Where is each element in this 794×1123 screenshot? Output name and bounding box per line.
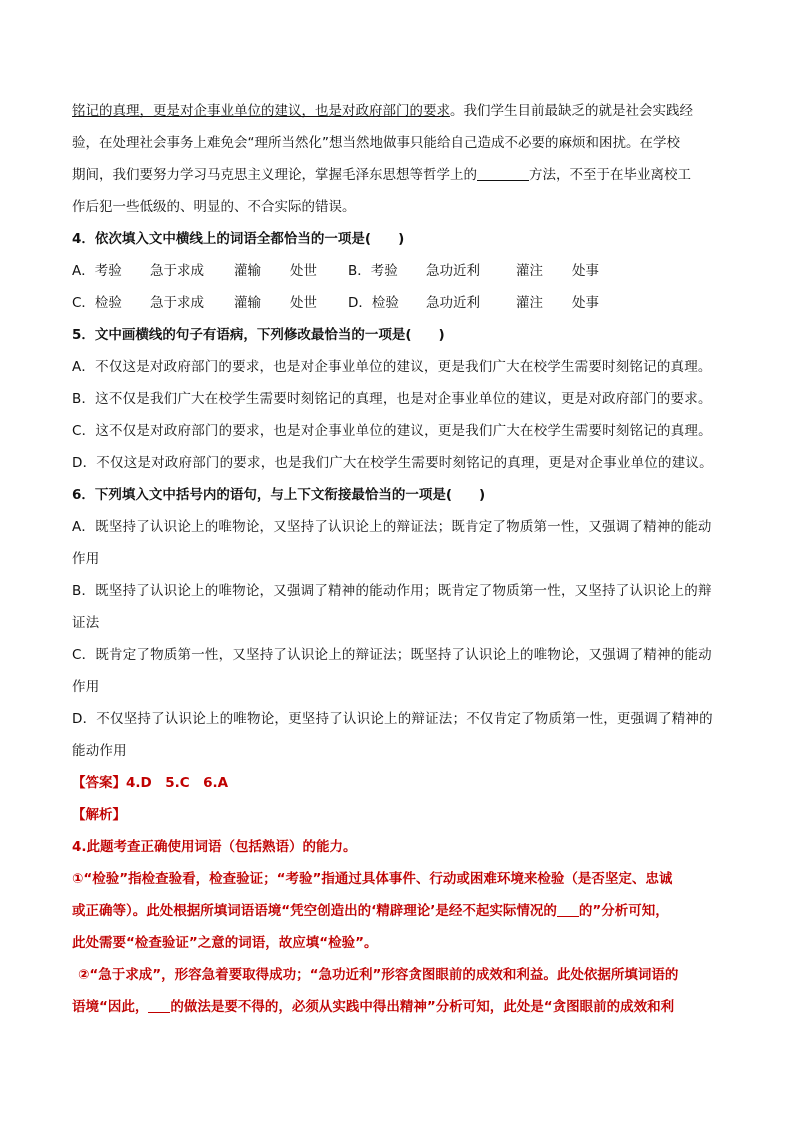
option-b-word2: 急功近利: [426, 263, 480, 279]
analysis-p3-line1: ②“急于求成”，形容急着要取得成功；“急功近利”形容贪图眼前的成效和利益。此处依据所填词语的: [78, 967, 679, 983]
answer-line: [72, 767, 724, 799]
question-6-option-b-line2: 证法: [72, 615, 100, 631]
answer-text: 4.D 5.C 6.A: [126, 775, 229, 791]
passage-line-1: 铭记的真理，更是对企事业单位的建议，也是对政府部门的要求。我们学生目前最缺乏的就是社会实践经: [72, 103, 693, 119]
analysis-p3-line2: 语境“因此， 的做法是要不得的，必须从实践中得出精神”分析可知，此处是“贪图眼前的成效和利: [72, 999, 675, 1015]
question-4-options-cd: [72, 287, 724, 319]
option-d-word3: 灌注: [516, 295, 543, 311]
question-6-option-a-line2: 作用: [72, 551, 100, 567]
question-5-option-a: A．不仅这是对政府部门的要求，也是对企事业单位的建议，更是我们广大在校学生需要时刻铭记的真理。: [72, 359, 712, 375]
option-b-word3: 灌注: [516, 263, 543, 279]
passage-line-4: 作后犯一些低级的、明显的、不合实际的错误。: [72, 199, 356, 215]
analysis-p1: 4.此题考查正确使用词语（包括熟语）的能力。: [72, 839, 357, 855]
question-6-option-c-line2: 作用: [72, 679, 100, 695]
option-a-word1: A．考验: [72, 263, 122, 279]
option-a-word3: 灌输: [234, 263, 261, 279]
question-6-option-d-line1: D．不仅坚持了认识论上的唯物论，更坚持了认识论上的辩证法；不仅肯定了物质第一性，更强调了精神的: [72, 711, 713, 727]
underlined-sentence: 铭记的真理，更是对企事业单位的建议，也是对政府部门的要求: [72, 103, 450, 119]
question-5-stem: 5．文中画横线的句子有语病，下列修改最恰当的一项是( ): [72, 327, 445, 343]
question-4-options-ab: [72, 255, 724, 287]
analysis-p2-line1: ①“检验”指检查验看，检查验证；“考验”指通过具体事件、行动或困难环境来检验（是否坚定、忠诚: [72, 871, 673, 887]
option-d-word1: D．检验: [348, 295, 399, 311]
analysis-label: 【解析】: [72, 807, 126, 823]
option-c-word4: 处世: [290, 295, 317, 311]
analysis-p2-line2: 或正确等）。此处根据所填词语语境“凭空创造出的‘精辟理论’是经不起实际情况的 的”分析可知，: [72, 903, 669, 919]
question-6-option-b-line1: B．既坚持了认识论上的唯物论，又强调了精神的能动作用；既肯定了物质第一性，又坚持了认识论上的辩: [72, 583, 712, 599]
question-6-option-c-line1: C．既肯定了物质第一性，又坚持了认识论上的辩证法；既坚持了认识论上的唯物论，又强调了精神的能动: [72, 647, 712, 663]
question-5-option-d: D．不仅这是对政府部门的要求，也是我们广大在校学生需要时刻铭记的真理，更是对企事业单位的建议。: [72, 455, 713, 471]
question-6-option-a-line1: A．既坚持了认识论上的唯物论，又坚持了认识论上的辩证法；既肯定了物质第一性，又强调了精神的能动: [72, 519, 712, 535]
option-d-word2: 急功近利: [426, 295, 480, 311]
option-a-word4: 处世: [290, 263, 317, 279]
option-b-word4: 处事: [572, 263, 599, 279]
question-6-option-d-line2: 能动作用: [72, 743, 127, 759]
answer-label: 【答案】: [72, 775, 126, 791]
question-5-option-c: C．这不仅是对政府部门的要求，也是对企事业单位的建议，更是我们广大在校学生需要时刻铭记的真理。: [72, 423, 712, 439]
analysis-p2-line3: 此处需要“检查验证”之意的词语，故应填“检验”。: [72, 935, 378, 951]
question-6-stem: 6．下列填入文中括号内的语句，与上下文衔接最恰当的一项是( ): [72, 487, 486, 503]
option-c-word3: 灌输: [234, 295, 261, 311]
option-a-word2: 急于求成: [150, 263, 204, 279]
option-c-word2: 急于求成: [150, 295, 204, 311]
question-4-stem: 4．依次填入文中横线上的词语全都恰当的一项是( ): [72, 231, 405, 247]
passage-line-2: 验，在处理社会事务上难免会“理所当然化”想当然地做事只能给自己造成不必要的麻烦和困扰。在学校: [72, 135, 680, 151]
option-b-word1: B．考验: [348, 263, 398, 279]
option-d-word4: 处事: [572, 295, 599, 311]
fill-blank: [557, 902, 579, 917]
fill-blank: [148, 998, 170, 1013]
fill-blank: [477, 166, 529, 181]
question-5-option-b: B．这不仅是我们广大在校学生需要时刻铭记的真理，也是对企事业单位的建议，更是对政府部门的要求。: [72, 391, 712, 407]
option-c-word1: C．检验: [72, 295, 122, 311]
document-page: [72, 95, 724, 1023]
passage-line-3: 期间，我们要努力学习马克思主义理论，掌握毛泽东思想等哲学上的 方法，不至于在毕业离校工: [72, 167, 691, 183]
